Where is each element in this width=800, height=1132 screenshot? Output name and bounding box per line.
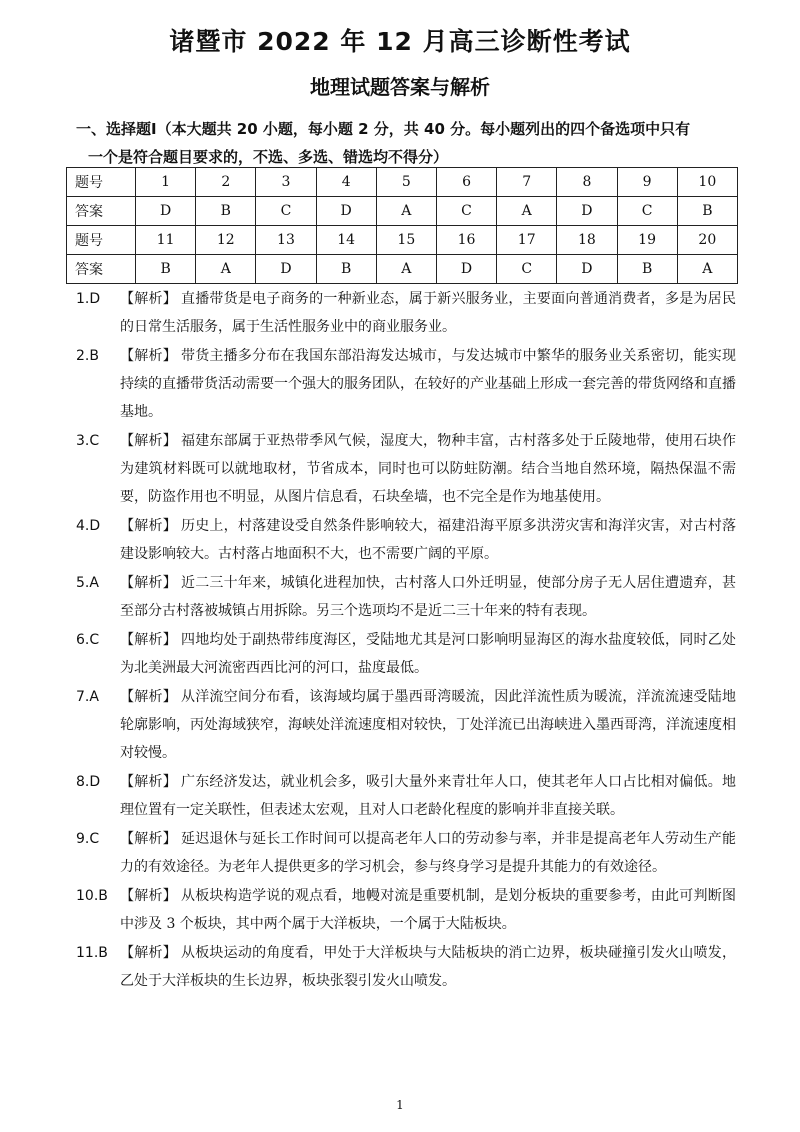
table-row: [67, 255, 738, 284]
table-row: [67, 168, 738, 197]
table-cell: 11: [136, 226, 196, 255]
explanation-text: 四地均处于副热带纬度海区，受陆地尤其是河口影响明显海区的海水盐度较低，同时乙处为北美洲最大河流密西西比河的河口，盐度最低。: [120, 632, 736, 676]
analysis-tag: 【解析】: [120, 348, 177, 364]
table-cell: C: [436, 197, 496, 226]
table-cell: 6: [436, 168, 496, 197]
table-cell: A: [376, 255, 436, 284]
explanation-item: [76, 683, 736, 767]
table-cell: 12: [196, 226, 256, 255]
explanation-text: 延迟退休与延长工作时间可以提高老年人口的劳动参与率，并非是提高老年人劳动生产能力的有效途径。为老年人提供更多的学习机会，参与终身学习是提升其能力的有效途径。: [120, 831, 736, 875]
question-answer: 10.B: [76, 888, 108, 904]
explanation-item: [76, 825, 736, 881]
question-answer: 7.A: [76, 689, 99, 705]
table-cell: 3: [256, 168, 316, 197]
explanation-body: [120, 512, 736, 568]
explanation-body: [120, 285, 736, 341]
explanation-body: [120, 683, 736, 767]
table-cell: B: [677, 197, 737, 226]
table-cell: 8: [557, 168, 617, 197]
table-cell: D: [136, 197, 196, 226]
table-cell: 1: [136, 168, 196, 197]
table-cell: B: [617, 255, 677, 284]
explanation-item: [76, 285, 736, 341]
table-cell: 20: [677, 226, 737, 255]
analysis-tag: 【解析】: [120, 774, 177, 790]
table-cell: D: [557, 255, 617, 284]
analysis-tag: 【解析】: [120, 945, 177, 961]
table-row-label: 答案: [67, 197, 136, 226]
table-cell: D: [436, 255, 496, 284]
explanation-item: [76, 626, 736, 682]
explanation-body: [120, 427, 736, 511]
table-cell: A: [196, 255, 256, 284]
section-heading-line-1: 一、选择题Ⅰ（本大题共 20 小题，每小题 2 分，共 40 分。每小题列出的四个备选项中只有: [76, 120, 691, 138]
table-cell: 10: [677, 168, 737, 197]
section-heading: [76, 115, 736, 171]
explanation-body: [120, 626, 736, 682]
analysis-tag: 【解析】: [120, 291, 177, 307]
question-answer: 2.B: [76, 348, 99, 364]
explanation-body: [120, 882, 736, 938]
question-answer: 6.C: [76, 632, 100, 648]
explanation-body: [120, 569, 736, 625]
explanation-text: 直播带货是电子商务的一种新业态，属于新兴服务业，主要面向普通消费者，多是为居民的日常生活服务，属于生活性服务业中的商业服务业。: [120, 291, 736, 335]
analysis-tag: 【解析】: [120, 831, 177, 847]
explanation-item: [76, 512, 736, 568]
table-cell: 15: [376, 226, 436, 255]
table-row: [67, 197, 738, 226]
table-cell: C: [617, 197, 677, 226]
table-cell: 13: [256, 226, 316, 255]
explanation-body: [120, 939, 736, 995]
table-cell: 18: [557, 226, 617, 255]
analysis-tag: 【解析】: [120, 888, 177, 904]
table-cell: 7: [497, 168, 557, 197]
table-cell: A: [376, 197, 436, 226]
explanation-body: [120, 825, 736, 881]
table-cell: D: [256, 255, 316, 284]
question-answer: 4.D: [76, 518, 101, 534]
table-cell: B: [196, 197, 256, 226]
table-cell: D: [316, 197, 376, 226]
table-cell: A: [677, 255, 737, 284]
table-cell: C: [256, 197, 316, 226]
table-cell: 16: [436, 226, 496, 255]
explanation-list: [76, 285, 736, 996]
table-cell: A: [497, 197, 557, 226]
analysis-tag: 【解析】: [120, 433, 177, 449]
explanation-body: [120, 342, 736, 426]
explanation-text: 广东经济发达，就业机会多，吸引大量外来青壮年人口，使其老年人口占比相对偏低。地理位置有一定关联性，但表述太宏观，且对人口老龄化程度的影响并非直接关联。: [120, 774, 736, 818]
table-row-label: 答案: [67, 255, 136, 284]
analysis-tag: 【解析】: [120, 575, 177, 591]
explanation-text: 福建东部属于亚热带季风气候，湿度大，物种丰富，古村落多处于丘陵地带，使用石块作为建筑材料既可以就地取材，节省成本，同时也可以防蛀防潮。结合当地自然环境，隔热保温不需要，防盗作用也不明显，从图片信息看，石块垒墙，也不完全是作为地基使用。: [120, 433, 736, 505]
table-cell: C: [497, 255, 557, 284]
question-answer: 5.A: [76, 575, 99, 591]
table-cell: D: [557, 197, 617, 226]
table-cell: 17: [497, 226, 557, 255]
explanation-text: 带货主播多分布在我国东部沿海发达城市，与发达城市中繁华的服务业关系密切，能实现持续的直播带货活动需要一个强大的服务团队，在较好的产业基础上形成一套完善的带货网络和直播基地。: [120, 348, 736, 420]
table-cell: B: [136, 255, 196, 284]
question-answer: 8.D: [76, 774, 101, 790]
explanation-text: 历史上，村落建设受自然条件影响较大，福建沿海平原多洪涝灾害和海洋灾害，对古村落建设影响较大。古村落占地面积不大，也不需要广阔的平原。: [120, 518, 736, 562]
explanation-item: [76, 939, 736, 995]
explanation-text: 从板块构造学说的观点看，地幔对流是重要机制，是划分板块的重要参考，由此可判断图中涉及 3 个板块，其中两个属于大洋板块，一个属于大陆板块。: [120, 888, 736, 932]
table-cell: B: [316, 255, 376, 284]
answer-table: [66, 167, 738, 284]
analysis-tag: 【解析】: [120, 518, 177, 534]
explanation-item: [76, 768, 736, 824]
table-cell: 9: [617, 168, 677, 197]
explanation-item: [76, 342, 736, 426]
page-number: 1: [396, 1098, 404, 1112]
question-answer: 9.C: [76, 831, 100, 847]
question-answer: 1.D: [76, 291, 101, 307]
analysis-tag: 【解析】: [120, 632, 177, 648]
explanation-item: [76, 882, 736, 938]
question-answer: 3.C: [76, 433, 100, 449]
page-subtitle: 地理试题答案与解析: [310, 75, 490, 99]
explanation-body: [120, 768, 736, 824]
analysis-tag: 【解析】: [120, 689, 177, 705]
table-row-label: 题号: [67, 226, 136, 255]
question-answer: 11.B: [76, 945, 108, 961]
section-heading-line-2: 一个是符合题目要求的，不选、多选、错选均不得分）: [88, 148, 449, 166]
table-cell: 19: [617, 226, 677, 255]
table-cell: 14: [316, 226, 376, 255]
table-cell: 4: [316, 168, 376, 197]
table-row: [67, 226, 738, 255]
explanation-text: 从洋流空间分布看，该海域均属于墨西哥湾暖流，因此洋流性质为暖流，洋流流速受陆地轮廓影响，丙处海域狭窄，海峡处洋流速度相对较快，丁处洋流已出海峡进入墨西哥湾，洋流速度相对较慢。: [120, 689, 736, 761]
explanation-text: 近二三十年来，城镇化进程加快，古村落人口外迁明显，使部分房子无人居住遭遗弃，甚至部分古村落被城镇占用拆除。另三个选项均不是近二三十年来的特有表现。: [120, 575, 736, 619]
table-cell: 2: [196, 168, 256, 197]
explanation-item: [76, 427, 736, 511]
explanation-item: [76, 569, 736, 625]
explanation-text: 从板块运动的角度看，甲处于大洋板块与大陆板块的消亡边界，板块碰撞引发火山喷发，乙处于大洋板块的生长边界，板块张裂引发火山喷发。: [120, 945, 736, 989]
table-row-label: 题号: [67, 168, 136, 197]
page-title: 诸暨市 2022 年 12 月高三诊断性考试: [169, 27, 631, 56]
table-cell: 5: [376, 168, 436, 197]
